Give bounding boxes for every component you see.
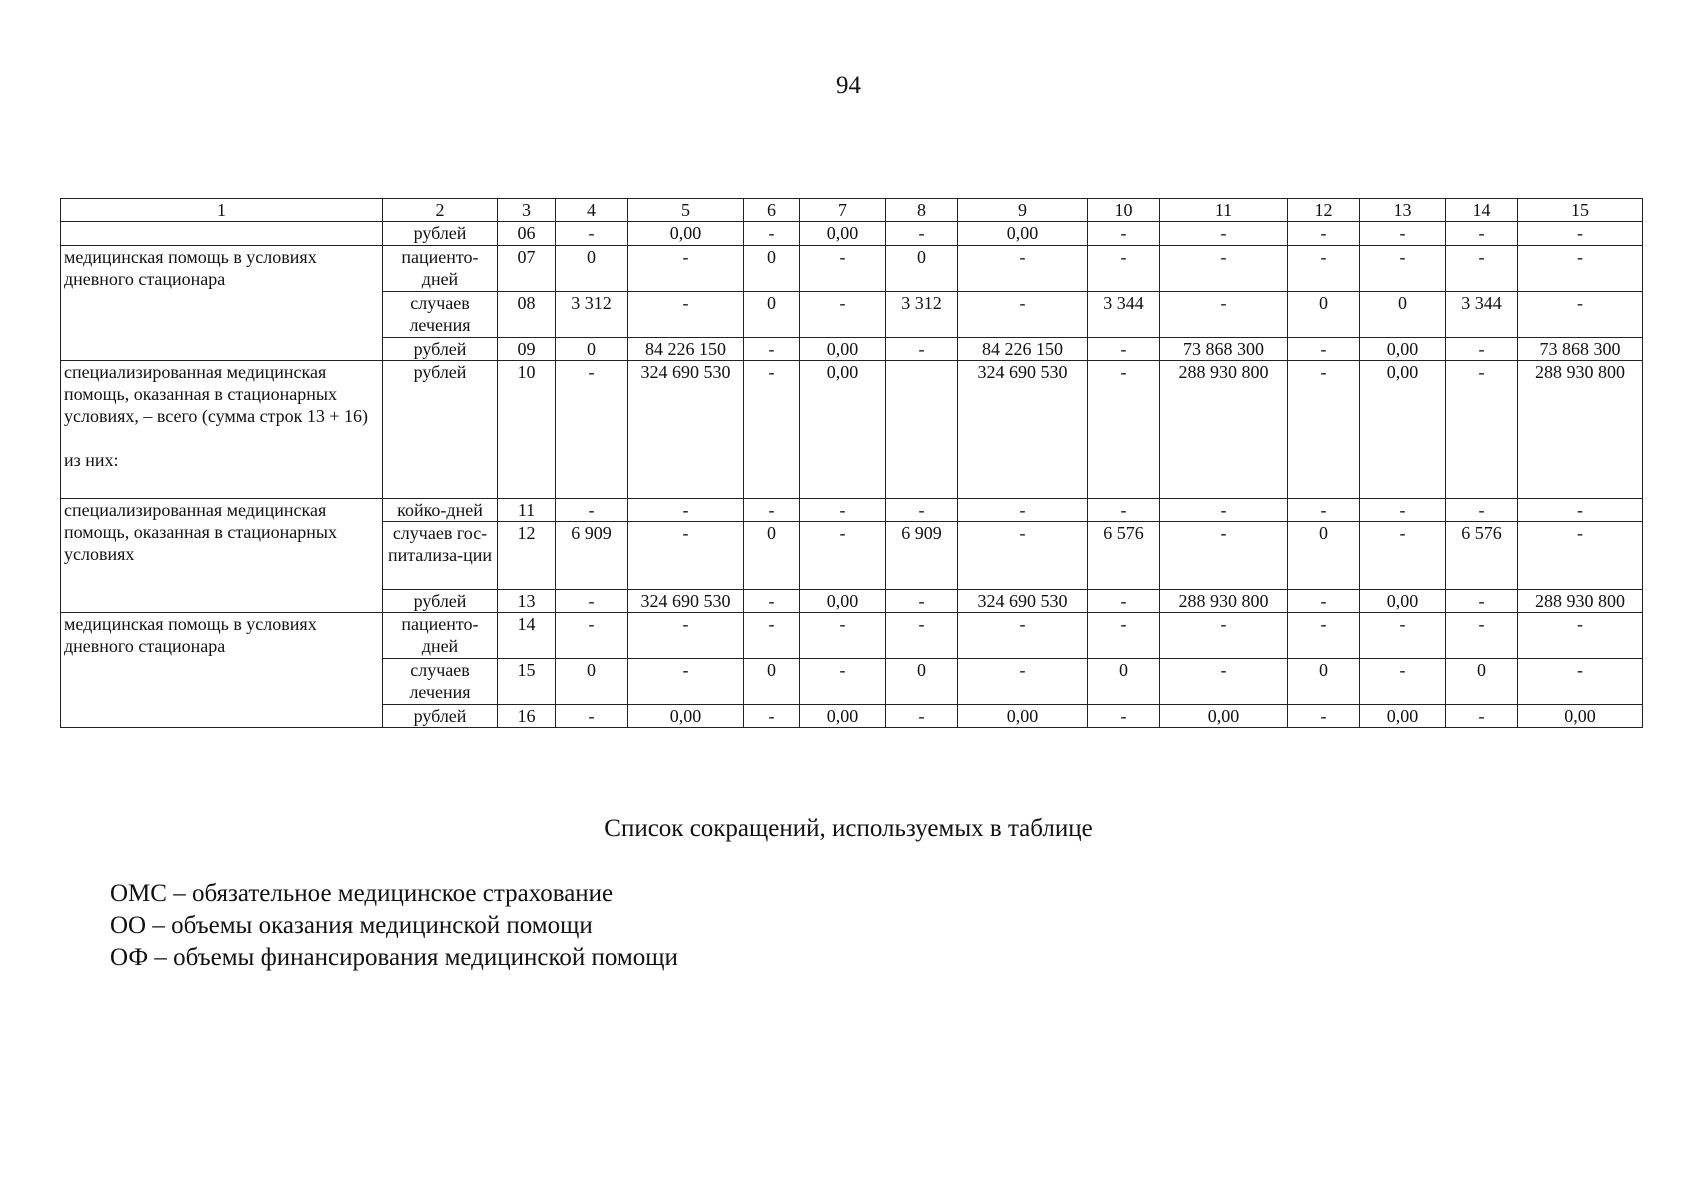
value-cell: 324 690 530	[628, 361, 744, 499]
header-cell: 3	[498, 199, 556, 222]
value-cell: 73 868 300	[1518, 338, 1643, 361]
row-name-text: специализированная медицинская помощь, оказанная в стационарных условиях, – всего (сумма строк 13 + 16)	[64, 362, 369, 426]
value-cell: 0	[744, 292, 800, 338]
value-cell: -	[1446, 246, 1518, 292]
value-cell: -	[958, 613, 1088, 659]
value-cell: -	[1446, 499, 1518, 522]
value-cell: 84 226 150	[628, 338, 744, 361]
value-cell: -	[628, 499, 744, 522]
value-cell: 0,00	[800, 590, 886, 613]
value-cell: -	[886, 613, 958, 659]
value-cell: -	[1088, 705, 1160, 728]
value-cell: -	[744, 613, 800, 659]
unit-cell: рублей	[383, 361, 498, 499]
header-cell: 10	[1088, 199, 1160, 222]
value-cell: 0,00	[958, 222, 1088, 246]
value-cell: -	[958, 522, 1088, 590]
value-cell: -	[1446, 338, 1518, 361]
value-cell: 324 690 530	[958, 361, 1088, 499]
row-code-cell: 14	[498, 613, 556, 659]
value-cell: 0	[744, 246, 800, 292]
unit-cell: случаев лечения	[383, 659, 498, 705]
unit-cell: рублей	[383, 222, 498, 246]
value-cell: -	[1088, 613, 1160, 659]
header-cell: 11	[1160, 199, 1288, 222]
value-cell: 288 930 800	[1160, 361, 1288, 499]
header-cell: 1	[61, 199, 383, 222]
value-cell: -	[958, 246, 1088, 292]
value-cell: -	[1446, 361, 1518, 499]
value-cell: -	[886, 222, 958, 246]
value-cell: -	[958, 292, 1088, 338]
value-cell: -	[1518, 222, 1643, 246]
value-cell: -	[886, 338, 958, 361]
value-cell: -	[1360, 222, 1446, 246]
value-cell: -	[556, 613, 628, 659]
unit-cell: рублей	[383, 338, 498, 361]
header-cell: 12	[1288, 199, 1360, 222]
header-cell: 14	[1446, 199, 1518, 222]
value-cell: -	[1088, 361, 1160, 499]
value-cell: -	[1518, 659, 1643, 705]
value-cell: 324 690 530	[958, 590, 1088, 613]
value-cell: 288 930 800	[1518, 361, 1643, 499]
value-cell: -	[1360, 522, 1446, 590]
value-cell: 0,00	[1360, 590, 1446, 613]
header-cell: 5	[628, 199, 744, 222]
header-cell: 2	[383, 199, 498, 222]
unit-cell: рублей	[383, 590, 498, 613]
value-cell: -	[628, 246, 744, 292]
value-cell: 73 868 300	[1160, 338, 1288, 361]
value-cell: 288 930 800	[1518, 590, 1643, 613]
value-cell: -	[556, 590, 628, 613]
value-cell: 0,00	[1360, 338, 1446, 361]
value-cell: -	[1088, 338, 1160, 361]
value-cell: -	[958, 659, 1088, 705]
value-cell: 0,00	[1360, 705, 1446, 728]
value-cell: -	[800, 613, 886, 659]
row-code-cell: 09	[498, 338, 556, 361]
value-cell: 0	[1288, 659, 1360, 705]
value-cell: -	[1518, 613, 1643, 659]
value-cell: 84 226 150	[958, 338, 1088, 361]
value-cell: 0	[556, 338, 628, 361]
unit-cell: рублей	[383, 705, 498, 728]
value-cell: 0	[1088, 659, 1160, 705]
value-cell: -	[1288, 613, 1360, 659]
value-cell: -	[556, 705, 628, 728]
value-cell: -	[1288, 222, 1360, 246]
row-code-cell: 15	[498, 659, 556, 705]
value-cell: 0,00	[800, 222, 886, 246]
value-cell: 0,00	[628, 222, 744, 246]
value-cell: -	[800, 522, 886, 590]
value-cell: 3 344	[1088, 292, 1160, 338]
value-cell: 0,00	[800, 705, 886, 728]
value-cell: 0	[556, 246, 628, 292]
table-header-row	[61, 199, 1643, 222]
value-cell: -	[1088, 499, 1160, 522]
unit-cell: случаев лечения	[383, 292, 498, 338]
value-cell: -	[744, 338, 800, 361]
value-cell: 0,00	[1160, 705, 1288, 728]
row-code-cell: 10	[498, 361, 556, 499]
value-cell: -	[886, 590, 958, 613]
value-cell: 6 576	[1446, 522, 1518, 590]
unit-cell: случаев гос-питализа-ции	[383, 522, 498, 590]
abbreviations-title: Список сокращений, используемых в таблице	[604, 815, 1093, 842]
row-name-cell: специализированная медицинская помощь, оказанная в стационарных условиях	[61, 499, 383, 613]
value-cell: -	[1360, 659, 1446, 705]
value-cell: -	[958, 499, 1088, 522]
table-row	[61, 246, 1643, 292]
table-row	[61, 361, 1643, 499]
value-cell: -	[1288, 246, 1360, 292]
value-cell: -	[1160, 613, 1288, 659]
value-cell: -	[1518, 499, 1643, 522]
header-cell: 8	[886, 199, 958, 222]
value-cell: 0	[886, 246, 958, 292]
value-cell: 288 930 800	[1160, 590, 1288, 613]
value-cell: -	[1446, 222, 1518, 246]
value-cell: -	[1518, 522, 1643, 590]
header-cell: 7	[800, 199, 886, 222]
value-cell: 6 576	[1088, 522, 1160, 590]
value-cell: -	[1160, 499, 1288, 522]
value-cell: -	[628, 659, 744, 705]
value-cell: 3 344	[1446, 292, 1518, 338]
value-cell: -	[800, 659, 886, 705]
value-cell: -	[1288, 705, 1360, 728]
value-cell: 3 312	[886, 292, 958, 338]
row-code-cell: 11	[498, 499, 556, 522]
value-cell: -	[628, 292, 744, 338]
value-cell: -	[1288, 338, 1360, 361]
value-cell: -	[556, 499, 628, 522]
row-name-cell: медицинская помощь в условиях дневного стационара	[61, 246, 383, 361]
value-cell: -	[1518, 292, 1643, 338]
value-cell: -	[800, 499, 886, 522]
value-cell: -	[1288, 590, 1360, 613]
value-cell: -	[1360, 613, 1446, 659]
value-cell: 0	[744, 522, 800, 590]
value-cell: -	[744, 222, 800, 246]
value-cell: 0,00	[800, 361, 886, 499]
value-cell: -	[1088, 590, 1160, 613]
value-cell: 3 312	[556, 292, 628, 338]
value-cell: -	[744, 705, 800, 728]
value-cell: -	[1160, 246, 1288, 292]
value-cell	[886, 361, 958, 499]
row-name-cell	[61, 361, 383, 499]
value-cell: -	[744, 361, 800, 499]
value-cell: 0,00	[1518, 705, 1643, 728]
value-cell: 6 909	[556, 522, 628, 590]
value-cell: 0	[556, 659, 628, 705]
value-cell: 0,00	[628, 705, 744, 728]
row-name-cell	[61, 222, 383, 246]
row-code-cell: 16	[498, 705, 556, 728]
row-code-cell: 08	[498, 292, 556, 338]
value-cell: -	[1446, 705, 1518, 728]
value-cell: 0	[744, 659, 800, 705]
header-cell: 6	[744, 199, 800, 222]
abbreviation-item: ОМС – обязательное медицинское страхование	[110, 880, 614, 907]
value-cell: -	[1360, 499, 1446, 522]
value-cell: 0	[1360, 292, 1446, 338]
value-cell: -	[744, 499, 800, 522]
value-cell: 0	[886, 659, 958, 705]
value-cell: -	[800, 246, 886, 292]
value-cell: 0,00	[958, 705, 1088, 728]
value-cell: -	[1518, 246, 1643, 292]
row-code-cell: 07	[498, 246, 556, 292]
value-cell: 0	[1446, 659, 1518, 705]
value-cell: -	[1360, 246, 1446, 292]
unit-cell: пациенто-дней	[383, 246, 498, 292]
value-cell: -	[1160, 659, 1288, 705]
abbreviation-item: ОО – объемы оказания медицинской помощи	[110, 912, 593, 939]
report-table	[60, 198, 1643, 728]
unit-cell: пациенто-дней	[383, 613, 498, 659]
value-cell: -	[628, 522, 744, 590]
value-cell: -	[800, 292, 886, 338]
value-cell: -	[1088, 246, 1160, 292]
value-cell: -	[1160, 222, 1288, 246]
value-cell: 324 690 530	[628, 590, 744, 613]
value-cell: 0,00	[800, 338, 886, 361]
value-cell: -	[1288, 361, 1360, 499]
header-cell: 4	[556, 199, 628, 222]
row-code-cell: 13	[498, 590, 556, 613]
value-cell: 0	[1288, 522, 1360, 590]
value-cell: 0,00	[1360, 361, 1446, 499]
header-cell: 13	[1360, 199, 1446, 222]
value-cell: -	[744, 590, 800, 613]
row-name-cell: медицинская помощь в условиях дневного стационара	[61, 613, 383, 728]
row-code-cell: 12	[498, 522, 556, 590]
table-row	[61, 222, 1643, 246]
value-cell: 6 909	[886, 522, 958, 590]
value-cell: -	[1288, 499, 1360, 522]
value-cell: -	[1160, 522, 1288, 590]
value-cell: -	[1088, 222, 1160, 246]
value-cell: -	[628, 613, 744, 659]
unit-cell: койко-дней	[383, 499, 498, 522]
row-name-subheading: из них:	[64, 450, 119, 470]
table-row	[61, 499, 1643, 522]
abbreviations-list	[110, 878, 678, 974]
abbreviation-item: ОФ – объемы финансирования медицинской помощи	[110, 944, 678, 971]
row-code-cell: 06	[498, 222, 556, 246]
table-row	[61, 613, 1643, 659]
value-cell: -	[1160, 292, 1288, 338]
page-number: 94	[836, 72, 861, 99]
value-cell: 0	[1288, 292, 1360, 338]
header-cell: 15	[1518, 199, 1643, 222]
value-cell: -	[556, 222, 628, 246]
value-cell: -	[1446, 590, 1518, 613]
value-cell: -	[556, 361, 628, 499]
value-cell: -	[886, 705, 958, 728]
header-cell: 9	[958, 199, 1088, 222]
value-cell: -	[886, 499, 958, 522]
value-cell: -	[1446, 613, 1518, 659]
